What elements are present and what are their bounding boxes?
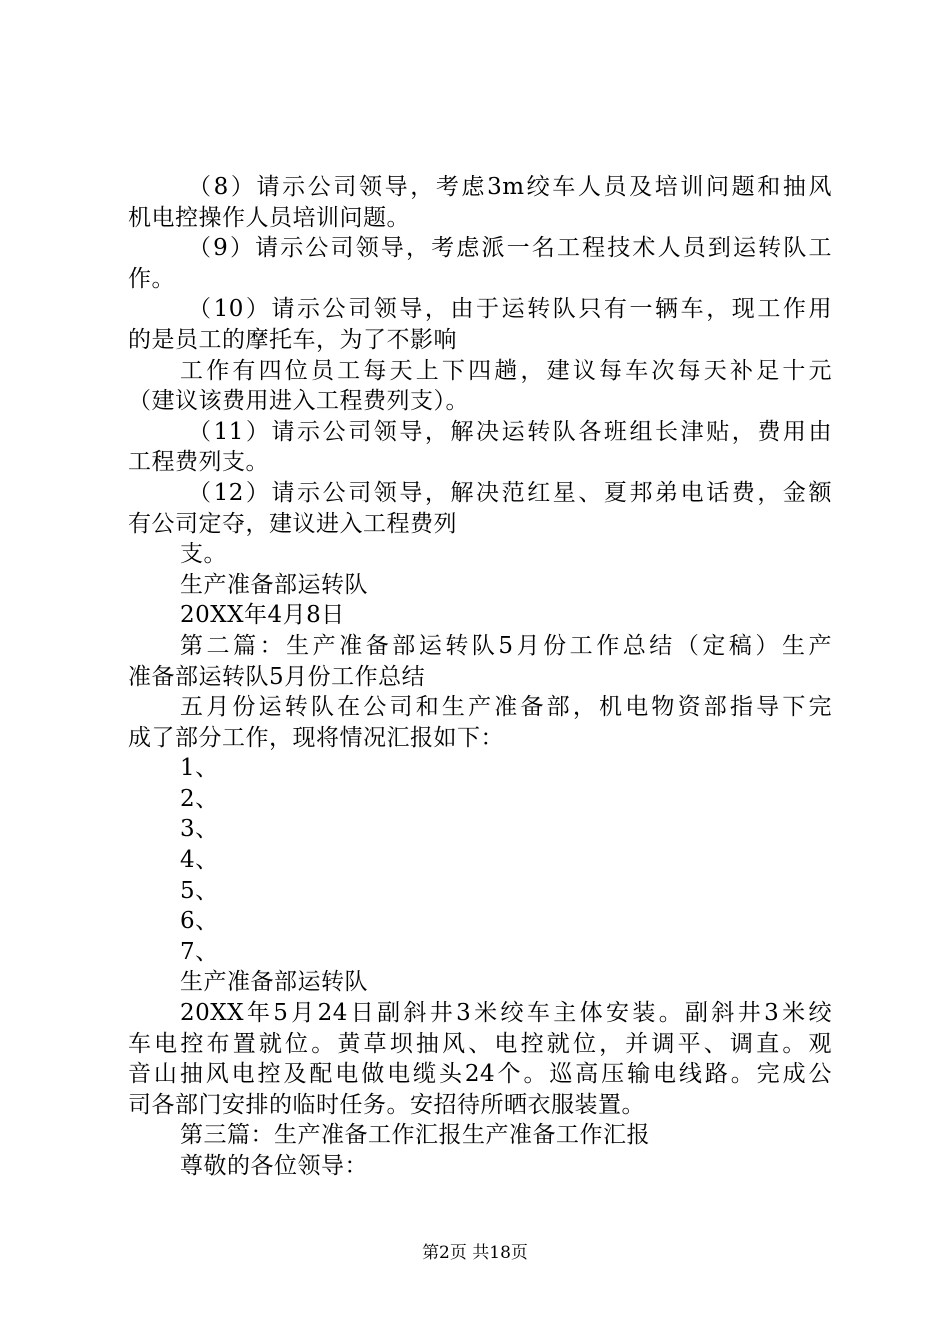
text-line: 司各部门安排的临时任务。安招待所晒衣服装置。 <box>128 1091 645 1118</box>
list-item: 1、 <box>180 755 219 782</box>
text-line: （10）请示公司领导，由于运转队只有一辆车，现工作用 <box>188 296 832 323</box>
text-line: 生产准备部运转队 <box>180 969 368 996</box>
section-heading: 第三篇：生产准备工作汇报生产准备工作汇报 <box>180 1122 650 1149</box>
document-body <box>128 172 832 1182</box>
list-item: 3、 <box>180 816 219 843</box>
text-line: （建议该费用进入工程费列支）。 <box>128 388 469 415</box>
text-line: （8）请示公司领导，考虑3m绞车人员及培训问题和抽风 <box>188 174 832 200</box>
list-item: 7、 <box>180 938 219 965</box>
text-line: 五月份运转队在公司和生产准备部，机电物资部指导下完 <box>180 694 832 721</box>
text-line: 的是员工的摩托车，为了不影响 <box>128 326 457 353</box>
text-line: 有公司定夺，建议进入工程费列 <box>128 510 457 537</box>
text-line: 车电控布置就位。黄草坝抽风、电控就位，并调平、调直。观 <box>128 1030 832 1057</box>
text-line: 支。 <box>180 541 227 568</box>
text-line: 生产准备部运转队 <box>180 571 368 598</box>
text-line: （12）请示公司领导，解决范红星、夏邦弟电话费，金额 <box>188 479 832 506</box>
text-line: （11）请示公司领导，解决运转队各班组长津贴，费用由 <box>188 418 832 445</box>
text-line: 机电控操作人员培训问题。 <box>128 204 410 231</box>
text-line: 20XX年5月24日副斜井3米绞车主体安装。副斜井3米绞 <box>180 1000 832 1027</box>
section-heading: 准备部运转队5月份工作总结 <box>128 663 426 690</box>
text-line: 音山抽风电控及配电做电缆头24个。巡高压输电线路。完成公 <box>128 1061 832 1088</box>
text-line: （9）请示公司领导，考虑派一名工程技术人员到运转队工 <box>188 235 832 262</box>
text-line: 成了部分工作，现将情况汇报如下： <box>128 724 504 751</box>
list-item: 5、 <box>180 877 219 904</box>
list-item: 2、 <box>180 785 219 812</box>
text-line: 20XX年4月8日 <box>180 602 345 629</box>
page-footer: 第2页 共18页 <box>422 1243 528 1263</box>
list-item: 4、 <box>180 847 219 874</box>
section-heading: 第二篇：生产准备部运转队5月份工作总结（定稿）生产 <box>180 632 832 659</box>
text-line: 作。 <box>128 265 175 292</box>
list-item: 6、 <box>180 908 219 935</box>
text-line: 尊敬的各位领导： <box>180 1153 368 1179</box>
text-line: 工程费列支。 <box>128 449 269 476</box>
text-line: 工作有四位员工每天上下四趟，建议每车次每天补足十元 <box>180 357 832 384</box>
